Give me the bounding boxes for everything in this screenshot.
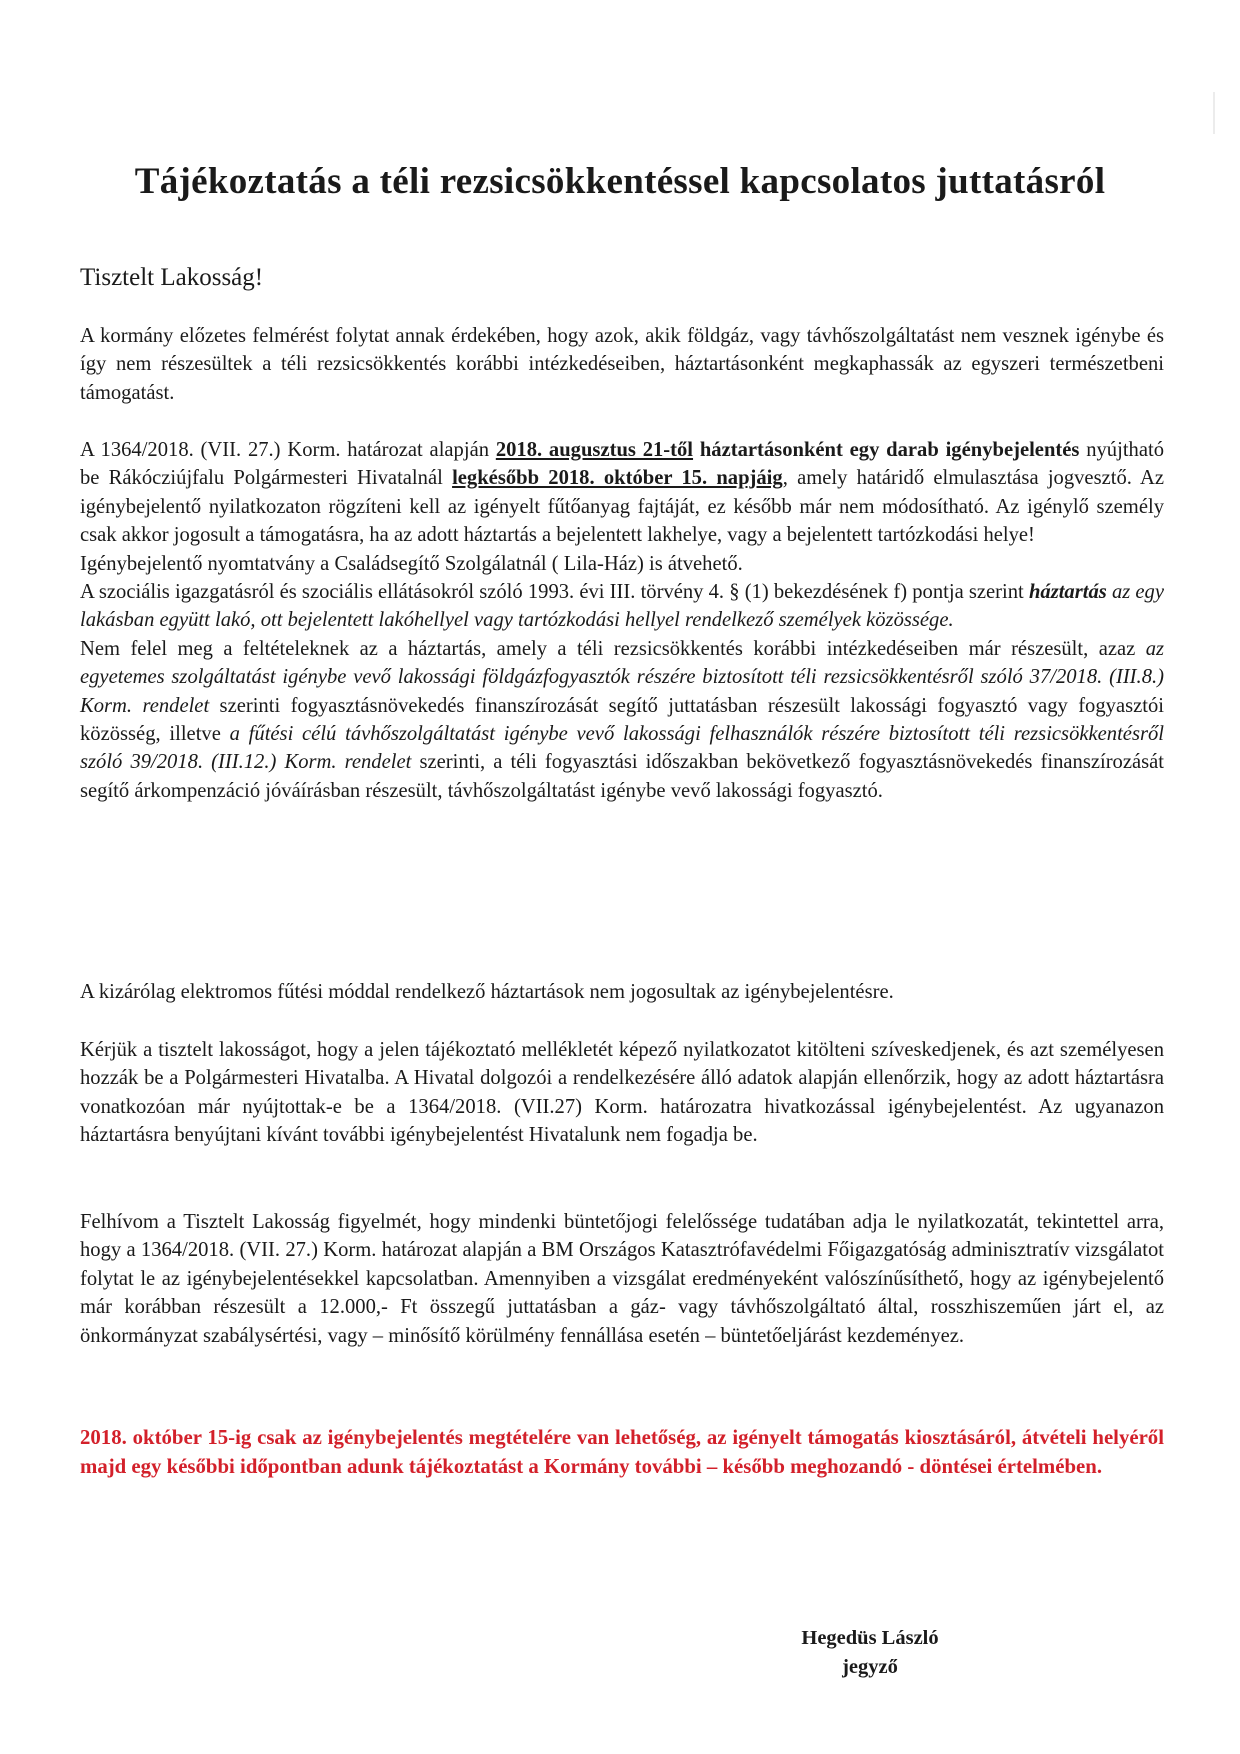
text-run: szerinti, a téli fogyasztási időszakban bekövetkező fogyasztásnövekedés finanszírozását segítő árkompenzáció jóváírásban részesült, távhőszolgáltatást igénybe vevő lakossági fogyasztó. — [80, 751, 1165, 802]
scan-artifact — [1213, 92, 1215, 134]
text-run: nyújtható be Rákócziújfalu Polgármesteri Hivatalnál — [80, 439, 1164, 490]
text-run: szerinti fogyasztásnövekedés finanszírozását segítő juttatásban részesült lakossági fogyasztó vagy fogyasztói közösség, illetve — [80, 694, 1164, 746]
text-run: Nem felel meg a feltételeknek az a háztartás, amely a téli rezsicsökkentés korábbi intézkedéseiben már részesült, azaz — [80, 637, 1146, 660]
paragraph-text: Kérjük a tisztelt lakosságot, hogy a jelen tájékoztató mellékletét képező nyilatkozatot kitölteni szíveskedjenek, és azt személyesen hozzák be a Polgármesteri Hivatalba. A Hivatal dolgozói a rendelkezésére álló adatok alapján ellenőrzik, hogy az adott háztartásra vonatkozóan már nyújtottak-e be a 1364/2018. (VII.27) Korm. határozatra hivatkozással igénybejelentést. Az ugyanazon háztartásra benyújtani kívánt további igénybejelentést Hivatalunk nem fogadja be. — [80, 1039, 1164, 1147]
paragraph-text: Felhívom a Tisztelt Lakosság figyelmét, hogy mindenki büntetőjogi felelőssége tudatában adja le nyilatkozatát, tekintettel arra, hogy a 1364/2018. (VII. 27.) Korm. határozat alapján a BM Országos Katasztrófavédelmi Főigazgatóság adminisztratív vizsgálatot folytat le az igénybejelentésekkel kapcsolatban. Amennyiben a vizsgálat eredményeként valószínűsíthető, hogy az igénybejelentő már korábban részesült a 12.000,- Ft összegű juttatásban a gáz- vagy távhőszolgáltató által, rosszhiszeműen járt el, az önkormányzat szabálysértési, vagy – minősítő körülmény fennállása esetén – büntetőeljárást kezdeményez. — [80, 1211, 1164, 1347]
red-notice — [80, 1423, 1164, 1481]
paragraph-deadline — [80, 436, 1164, 805]
regulation-reference: a fűtési célú távhőszolgáltatást igénybe vevő lakossági felhasználók részére biztosított téli rezsicsökkentésről szóló 39/2018. (III.12.) Korm. rendelet — [80, 723, 1164, 774]
paragraph-text: A kizárólag elektromos fűtési móddal rendelkező háztartások nem jogosultak az igénybejelentésre. — [80, 981, 894, 1003]
paragraph-intro — [80, 322, 1164, 407]
definition-text: az egy lakásban együtt lakó, ott bejelentett lakóhellyel vagy tartózkodási hellyel rendelkező személyek közössége. — [80, 581, 1164, 632]
start-date: 2018. augusztus 21-től — [495, 439, 694, 461]
deadline-date: legkésőbb 2018. október 15. napjáig — [452, 467, 783, 490]
salutation: Tisztelt Lakosság! — [80, 264, 264, 291]
paragraph-warning — [80, 1208, 1164, 1350]
signer-name: Hegedüs László — [801, 1627, 939, 1649]
paragraph-text — [80, 436, 1164, 550]
paragraph-request — [80, 1036, 1164, 1150]
defined-term: háztartás — [1028, 581, 1107, 604]
regulation-reference: az egyetemes szolgáltatást igénybe vevő lakossági földgázfogyasztók részére biztosított téli rezsicsökkentésről szóló 37/2018. (III.8.) Korm. rendelet — [80, 637, 1164, 717]
paragraph-text — [80, 635, 1164, 805]
signer-role: jegyző — [842, 1656, 898, 1678]
paragraph-text — [80, 578, 1164, 635]
text-run: , amely határidő elmulasztása jogvesztő. Az igénybejelentő nyilatkozaton rögzíteni kell az igényelt fűtőanyag fajtáját, ez később már nem módosítható. Az igénylő személy csak akkor jogosult a támogatásra, ha az adott háztartás a bejelentett lakhelye, vagy a bejelentett tartózkodási helye! — [80, 467, 1165, 547]
paragraph-electric-heating — [80, 978, 1164, 1006]
text-run: A szociális igazgatásról és szociális ellátásokról szóló 1993. évi III. törvény 4. § (1) bekezdésének f) pontja szerint — [80, 581, 1029, 604]
document-title: Tájékoztatás a téli rezsicsökkentéssel kapcsolatos juttatásról — [134, 161, 1106, 202]
text-run: A 1364/2018. (VII. 27.) Korm. határozat alapján — [80, 439, 496, 461]
notice-text: 2018. október 15-ig csak az igénybejelentés megtételére van lehetőség, az igényelt támogatás kiosztásáról, átvételi helyéről majd egy későbbi időpontban adunk tájékoztatást a Kormány további – később meghozandó - döntései értelmében. — [80, 1426, 1164, 1478]
emphasis-text: háztartásonként egy darab igénybejelentés — [693, 439, 1080, 461]
paragraph-text: Igénybejelentő nyomtatvány a Családsegítő Szolgálatnál ( Lila-Ház) is átvehető. — [80, 552, 743, 575]
signature-block — [770, 1624, 970, 1682]
paragraph-text: A kormány előzetes felmérést folytat annak érdekében, hogy azok, akik földgáz, vagy távhőszolgáltatást nem vesznek igénybe és így nem részesültek a téli rezsicsökkentés korábbi intézkedéseiben, háztartásonként megkaphassák az egyszeri természetbeni támogatást. — [80, 325, 1164, 404]
